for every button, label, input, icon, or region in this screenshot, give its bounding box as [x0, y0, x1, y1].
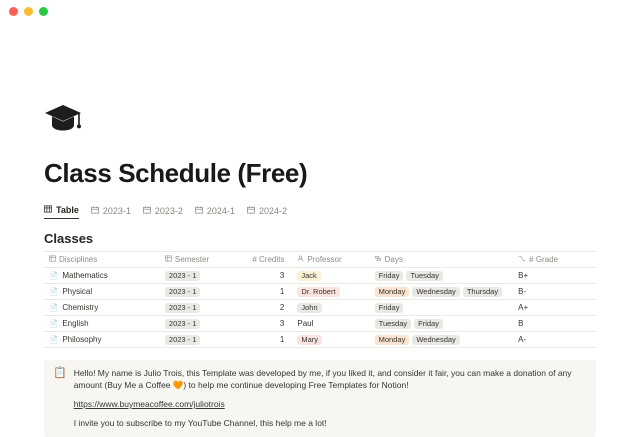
window-titlebar	[0, 0, 640, 22]
tab-2024-1-label: 2024-1	[206, 205, 235, 216]
cell-semester[interactable]	[160, 268, 232, 284]
cell-discipline[interactable]	[44, 284, 160, 300]
tab-2024-2-label: 2024-2	[258, 205, 287, 216]
credits-value: 2	[279, 303, 285, 312]
semester-tag: 2023 - 1	[165, 271, 201, 281]
cell-days[interactable]	[370, 332, 514, 348]
day-tag: Friday	[375, 303, 404, 313]
cell-credits[interactable]	[232, 300, 293, 316]
day-tag: Wednesday	[412, 287, 459, 297]
graduation-cap-icon[interactable]	[44, 104, 596, 144]
grade-value: A+	[518, 303, 529, 312]
column-label: Semester	[174, 255, 210, 264]
column-header-semester[interactable]	[160, 252, 232, 268]
column-header-professor[interactable]	[292, 252, 369, 268]
page-icon: 📄	[49, 271, 59, 280]
cell-grade[interactable]	[513, 300, 596, 316]
cell-discipline[interactable]	[44, 268, 160, 284]
minimize-window-icon[interactable]	[24, 7, 33, 16]
cell-credits[interactable]	[232, 332, 293, 348]
grade-value: B-	[518, 287, 527, 296]
day-tag: Monday	[375, 287, 410, 297]
cell-grade[interactable]	[513, 268, 596, 284]
grade-value: A-	[518, 335, 527, 344]
discipline-name: Mathematics	[62, 271, 108, 280]
callout-paragraph-3: I invite you to subscribe to my YouTube Channel, this help me a lot!	[73, 418, 327, 428]
calendar-icon	[195, 206, 203, 216]
discipline-name: English	[62, 319, 89, 328]
professor-tag: Paul	[297, 319, 314, 328]
table-icon	[44, 205, 52, 215]
day-tag: Thursday	[463, 287, 502, 297]
cell-credits[interactable]	[232, 284, 293, 300]
person-icon	[297, 255, 304, 264]
tab-2023-1-label: 2023-1	[102, 205, 131, 216]
professor-tag: John	[297, 303, 321, 313]
credits-value: 1	[279, 287, 285, 296]
classes-table	[44, 251, 596, 348]
professor-tag: Jack	[297, 271, 320, 281]
cover-spacer	[44, 22, 596, 104]
calendar-icon	[247, 206, 255, 216]
column-header-grade[interactable]	[513, 252, 596, 268]
semester-tag: 2023 - 1	[165, 319, 201, 329]
cell-semester[interactable]	[160, 332, 232, 348]
professor-tag: Mary	[297, 335, 322, 345]
cell-semester[interactable]	[160, 316, 232, 332]
professor-tag: Dr. Robert	[297, 287, 339, 297]
column-label: Professor	[307, 255, 342, 264]
cell-discipline[interactable]	[44, 316, 160, 332]
clipboard-icon: 📋	[53, 367, 67, 379]
traffic-light-buttons	[9, 7, 48, 16]
page-icon: 📄	[49, 335, 59, 344]
cell-credits[interactable]	[232, 268, 293, 284]
cell-days[interactable]	[370, 316, 514, 332]
database-title[interactable]: Classes	[44, 231, 94, 246]
tab-2023-1[interactable]	[91, 206, 131, 219]
cell-semester[interactable]	[160, 284, 232, 300]
day-tag: Friday	[375, 271, 404, 281]
cell-professor[interactable]	[292, 316, 369, 332]
semester-tag: 2023 - 1	[165, 335, 201, 345]
tab-table-label: Table	[56, 205, 79, 215]
credits-value: 3	[279, 271, 285, 280]
table-body	[44, 268, 596, 348]
day-tag: Tuesday	[375, 319, 412, 329]
calendar-icon	[91, 206, 99, 216]
column-label: # Grade	[529, 255, 559, 264]
semester-tag: 2023 - 1	[165, 303, 201, 313]
info-callout	[44, 360, 596, 437]
cell-semester[interactable]	[160, 300, 232, 316]
discipline-name: Physical	[62, 287, 93, 296]
discipline-name: Chemistry	[62, 303, 99, 312]
day-tag: Monday	[375, 335, 410, 345]
grade-value: B+	[518, 271, 529, 280]
day-tag: Friday	[414, 319, 443, 329]
column-label: Days	[384, 255, 403, 264]
database-view-tabs	[44, 203, 596, 221]
cell-discipline[interactable]	[44, 300, 160, 316]
cell-discipline[interactable]	[44, 332, 160, 348]
semester-tag: 2023 - 1	[165, 287, 201, 297]
column-header-disciplines[interactable]	[44, 252, 160, 268]
cell-grade[interactable]	[513, 332, 596, 348]
table-row[interactable]	[44, 316, 596, 332]
day-tag: Wednesday	[412, 335, 459, 345]
discipline-name: Philosophy	[62, 335, 102, 344]
page-content	[0, 22, 640, 437]
tab-table[interactable]	[44, 205, 79, 219]
grade-value: B	[518, 319, 524, 328]
table-header-row	[44, 252, 596, 268]
formula-icon	[518, 255, 526, 264]
multiselect-icon	[375, 255, 382, 264]
tab-2024-1[interactable]	[195, 206, 235, 219]
title-icon	[49, 255, 56, 264]
table-row[interactable]	[44, 284, 596, 300]
column-label: # Credits	[252, 255, 285, 264]
credits-value: 3	[279, 319, 285, 328]
column-header-credits[interactable]	[232, 252, 293, 268]
day-tag: Tuesday	[406, 271, 443, 281]
column-label: Disciplines	[59, 255, 98, 264]
cell-professor[interactable]	[292, 300, 369, 316]
column-header-days[interactable]	[370, 252, 514, 268]
cell-days[interactable]	[370, 268, 514, 284]
close-window-icon[interactable]	[9, 7, 18, 16]
table-row[interactable]	[44, 268, 596, 284]
calendar-icon	[143, 206, 151, 216]
table-row[interactable]	[44, 300, 596, 316]
cell-grade[interactable]	[513, 316, 596, 332]
tab-2024-2[interactable]	[247, 206, 287, 219]
cell-professor[interactable]	[292, 332, 369, 348]
select-icon	[165, 255, 172, 264]
table-row[interactable]	[44, 332, 596, 348]
callout-text	[74, 367, 587, 429]
callout-paragraph-1: Hello! My name is Julio Trois, this Template was developed by me, if you liked it, and consider it fair, you can make a donation of any amount (Buy Me a Coffee 🧡) to help me continue developing Free Templates for Notion!	[73, 368, 572, 390]
page-icon: 📄	[49, 287, 59, 296]
tab-2023-2[interactable]	[143, 206, 183, 219]
credits-value: 1	[279, 335, 285, 344]
tab-2023-2-label: 2023-2	[154, 205, 183, 216]
cell-professor[interactable]	[292, 268, 369, 284]
cell-professor[interactable]	[292, 284, 369, 300]
cell-grade[interactable]	[513, 284, 596, 300]
cell-credits[interactable]	[232, 316, 293, 332]
cell-days[interactable]	[370, 284, 514, 300]
page-icon: 📄	[49, 303, 59, 312]
cell-days[interactable]	[370, 300, 514, 316]
page-icon: 📄	[49, 319, 59, 328]
buymeacoffee-link[interactable]: https://www.buymeacoffee.com/juliotrois	[73, 399, 225, 409]
page-title: Class Schedule (Free)	[44, 158, 308, 188]
zoom-window-icon[interactable]	[39, 7, 48, 16]
